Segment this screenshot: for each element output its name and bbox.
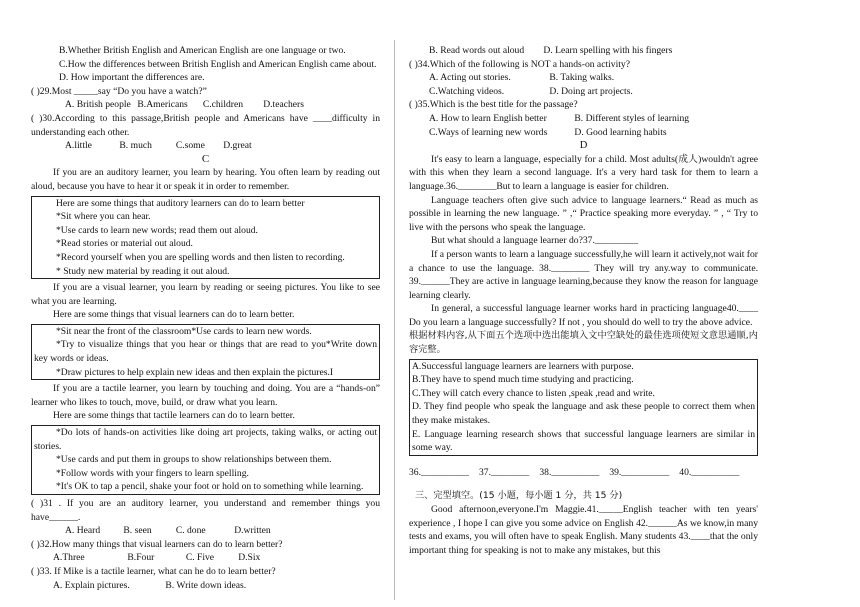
option: D. Doing art projects. bbox=[549, 85, 633, 97]
cloze-paragraph: Good afternoon,everyone.I'm Maggie.41._____English teacher with ten years' experience , I hope I can give you some advice on English 42.______As we know,in many tests and exams, you will often have to speak English. Many students 43.____that the only important thing for speaking is not to make any mistakes, but this bbox=[409, 504, 758, 556]
answer-blanks bbox=[409, 466, 758, 480]
q30-options bbox=[31, 139, 380, 153]
tip-line: Here are some things that auditory learners can do to learn better bbox=[56, 197, 305, 209]
paragraph-3: But what should a language learner do?37._________ bbox=[431, 235, 639, 247]
tip-line: *Sit near the front of the classroom*Use cards to learn new words. bbox=[56, 325, 312, 337]
option: A.Three bbox=[53, 552, 85, 564]
option: B. much bbox=[119, 140, 152, 152]
paragraph-1: It's easy to learn a language, especially for a child. Most adults(成人)wouldn't agree with this when they learn a second language. It's a very hard task for them to learn a language.36.________But to learn a language is easier for children. bbox=[409, 153, 758, 192]
option: B. Different styles of learning bbox=[574, 112, 690, 124]
question-34: ( )34.Which of the following is NOT a hands-on activity? bbox=[409, 58, 630, 70]
option: C.some bbox=[175, 140, 205, 152]
options-box bbox=[409, 359, 758, 456]
question-30: ( )30.According to this passage,British people and Americans have ____difficulty in understanding each other. bbox=[31, 112, 380, 138]
option: A.little bbox=[65, 140, 92, 152]
option: A. How to learn English better bbox=[429, 112, 547, 124]
option-c: C.They will catch every chance to listen ,speak ,read and write. bbox=[412, 387, 655, 399]
q34-options bbox=[409, 71, 758, 85]
section-heading-c: C bbox=[201, 152, 210, 165]
q33-options-cont bbox=[409, 44, 758, 58]
answer-blank-39[interactable]: 39.__________ bbox=[609, 466, 670, 478]
option-d: D. They find people who speak the language and ask these people to correct them when they make mistakes. bbox=[412, 401, 755, 427]
option: B. Read words out aloud bbox=[429, 45, 525, 56]
paragraph-tactile: If you are a tactile learner, you learn by touching and doing. You are a “hands-on” learner who likes to touch, move, build, or draw what you learn. bbox=[31, 383, 380, 408]
paragraph-visual-intro: Here are some things that visual learners can do to learn better. bbox=[53, 309, 295, 321]
paragraph-visual: If you are a visual learner, you learn by reading or seeing pictures. You like to see what you are learning. bbox=[31, 282, 380, 307]
q32-options bbox=[31, 551, 380, 565]
q33-options bbox=[31, 579, 380, 593]
question-32: ( )32.How many things that visual learners can do to learn better? bbox=[31, 538, 283, 550]
question-33: ( )33. If Mike is a tactile learner, what can he do to learn better? bbox=[31, 565, 276, 577]
answer-blank-37[interactable]: 37.________ bbox=[478, 466, 530, 478]
paragraph-4: If a person wants to learn a language successfully,he will learn it actively,not wait for a chance to use the language. 38.________ They will try any.way to communicate. 39.______They are active in language learning,because they know the reason for language learning clearly. bbox=[409, 248, 758, 301]
option: C.children bbox=[202, 99, 244, 111]
option: D. Good learning habits bbox=[574, 126, 667, 138]
tactile-tips-box bbox=[31, 425, 380, 495]
option-line: D. How important the differences are. bbox=[59, 72, 205, 84]
option: D.written bbox=[234, 525, 271, 537]
part-three-heading: 三、完型填空。(15 小题，每小题 1 分，共 15 分) bbox=[415, 490, 623, 502]
tip-line: *Read stories or material out aloud. bbox=[56, 238, 193, 250]
option: A. Acting out stories. bbox=[429, 72, 511, 84]
tip-line: *Use cards and put them in groups to show relationships between them. bbox=[56, 454, 332, 466]
option: C.Watching videos. bbox=[429, 85, 505, 97]
option: C.Ways of learning new words bbox=[429, 126, 548, 138]
tip-line: *Do lots of hands-on activities like doing art projects, taking walks, or acting out stories. bbox=[34, 427, 377, 452]
option-a: A.Successful language learners are learners with purpose. bbox=[412, 360, 634, 372]
option: B.Four bbox=[127, 552, 155, 564]
tip-line: *Sit where you can hear. bbox=[56, 211, 151, 223]
column-divider bbox=[394, 40, 395, 600]
option-b: B.They have to spend much time studying and practicing. bbox=[412, 374, 634, 386]
option-line: C.How the differences between British English and American English came about. bbox=[59, 58, 377, 70]
tip-line: *Use cards to learn new words; read them out aloud. bbox=[56, 224, 258, 236]
option: D.teachers bbox=[263, 99, 304, 111]
q34-options-2 bbox=[409, 85, 758, 99]
question-35: ( )35.Which is the best title for the passage? bbox=[409, 99, 578, 111]
instruction-text: 根据材料内容,从下面五个选项中选出能填入文中空缺处的最佳选项使短文意思通顺,内容完整。 bbox=[409, 330, 758, 356]
tip-line: *Follow words with your fingers to learn spelling. bbox=[56, 467, 249, 479]
option: B. Taking walks. bbox=[549, 72, 615, 84]
tip-line: *It's OK to tap a pencil, shake your foot or hold on to something while learning. bbox=[56, 481, 364, 493]
paragraph-5: In general, a successful language learner works hard in practicing language40.____ Do you learn a language successfully? If not , you should do well to try the above advice. bbox=[409, 303, 758, 328]
tip-line: *Record yourself when you are spelling words and then listen to recording. bbox=[56, 251, 345, 263]
question-31: ( )31 . If you are an auditory learner, you understand and remember things you have______. bbox=[31, 498, 380, 523]
auditory-tips-box bbox=[31, 196, 380, 280]
answer-blank-38[interactable]: 38.__________ bbox=[539, 466, 600, 478]
paragraph-auditory: If you are an auditory learner, you learn by hearing. You often learn by reading out aloud, because you have to hear it or speak it in order to remember. bbox=[31, 167, 380, 192]
visual-tips-box bbox=[31, 324, 380, 380]
option: D. Learn spelling with his fingers bbox=[543, 45, 673, 56]
option: D.great bbox=[223, 140, 252, 152]
option-line: B.Whether British English and American English are one language or two. bbox=[59, 45, 346, 56]
q29-options bbox=[31, 98, 380, 112]
answer-blank-36[interactable]: 36.__________ bbox=[409, 466, 469, 478]
option: A. British people bbox=[65, 99, 131, 111]
option: C. done bbox=[175, 525, 206, 537]
option: B.Americans bbox=[137, 99, 188, 111]
answer-blank-40[interactable]: 40.__________ bbox=[679, 466, 740, 478]
option: D.Six bbox=[238, 552, 261, 564]
paragraph-tactile-intro: Here are some things that tactile learners can do to learn better. bbox=[53, 410, 295, 422]
q31-options bbox=[31, 524, 380, 538]
left-column bbox=[31, 44, 380, 592]
option: B. seen bbox=[123, 525, 152, 537]
question-29: ( )29.Most _____say “Do you have a watch?” bbox=[31, 85, 207, 97]
paragraph-2: Language teachers often give such advice to language learners.“ Read as much as possible in learning the new language. ” ,“ Practice speaking more everyday. ” , “ Try to live with the persons who speak the language. bbox=[409, 194, 758, 233]
option-e: E. Language learning research shows that successful language learners are similar in some way. bbox=[412, 428, 755, 454]
tip-line: *Draw pictures to help explain new ideas and then explain the pictures.I bbox=[56, 366, 334, 378]
q35-options bbox=[409, 112, 758, 126]
tip-line: *Try to visualize things that you hear or things that are read to you*Write down key words or ideas. bbox=[34, 339, 377, 365]
option: C. Five bbox=[185, 552, 215, 564]
right-column bbox=[409, 44, 758, 557]
option: A. Heard bbox=[65, 525, 101, 537]
option: A. Explain pictures. bbox=[53, 579, 130, 591]
q35-options-2 bbox=[409, 126, 758, 140]
option: B. Write down ideas. bbox=[165, 579, 247, 591]
section-heading-d: D bbox=[579, 140, 588, 152]
tip-line: * Study new material by reading it out aloud. bbox=[56, 265, 230, 277]
